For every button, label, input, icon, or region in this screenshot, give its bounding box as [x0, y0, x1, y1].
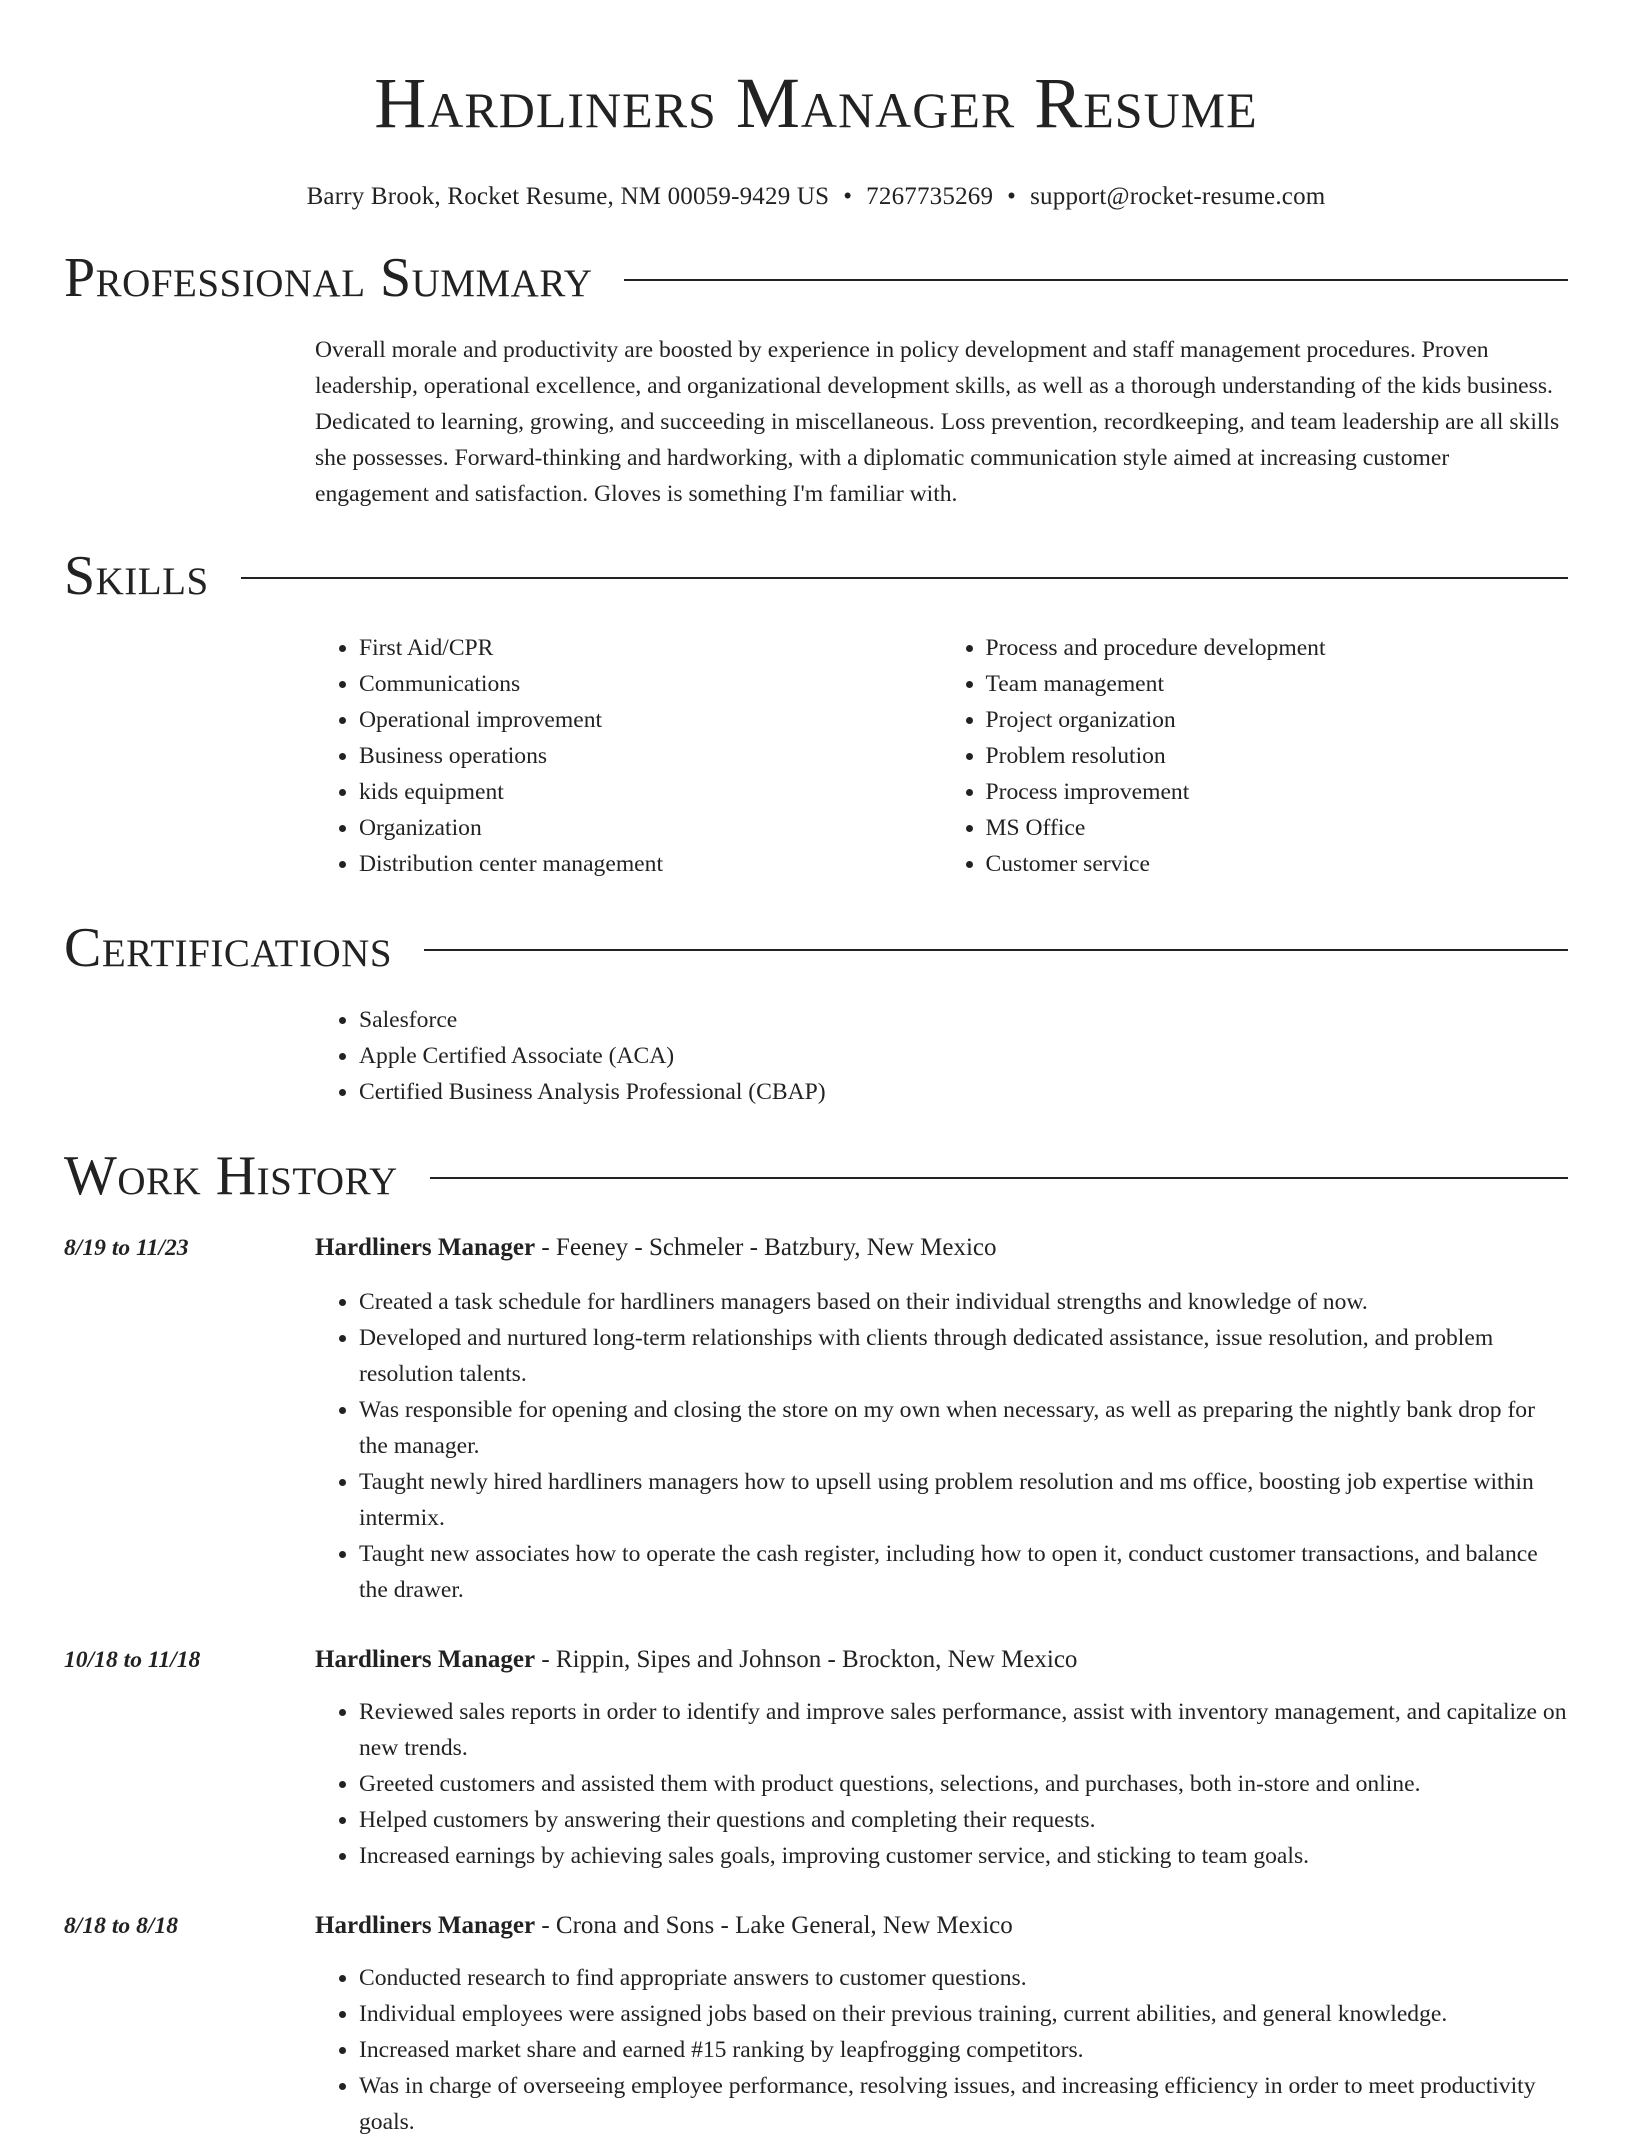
skill-item: • Communications	[359, 666, 942, 702]
job-role: Hardliners Manager	[315, 1646, 536, 1673]
certification-item: • Apple Certified Associate (ACA)	[359, 1038, 1568, 1074]
contact-address: Barry Brook, Rocket Resume, NM 00059-9429 US	[306, 183, 830, 210]
job-entry	[64, 1230, 1568, 1608]
resume-page	[64, 0, 1568, 2140]
skills-list	[315, 630, 1568, 882]
skill-item: • kids equipment	[359, 774, 942, 810]
skill-item: • Team management	[986, 666, 1569, 702]
job-bullets	[315, 1694, 1568, 1874]
section-divider	[430, 1177, 1568, 1179]
skill-item: • Operational improvement	[359, 702, 942, 738]
job-dates: 10/18 to 11/18	[64, 1647, 201, 1673]
job-role: Hardliners Manager	[315, 1234, 536, 1261]
job-bullet: • Was in charge of overseeing employee performance, resolving issues, and increasing efficiency in order to meet productivity goals.	[359, 2068, 1568, 2140]
job-title-line	[315, 1642, 1568, 1678]
contact-email: support@rocket-resume.com	[1030, 183, 1326, 210]
certification-item: • Certified Business Analysis Professional (CBAP)	[359, 1074, 1568, 1110]
job-bullet: • Developed and nurtured long-term relationships with clients through dedicated assistance, issue resolution, and problem resolution talents.	[359, 1320, 1568, 1392]
work-history-heading: Work History	[64, 1145, 398, 1207]
job-dates: 8/18 to 8/18	[64, 1913, 179, 1939]
certifications-section-header	[64, 916, 1568, 980]
contact-phone: 7267735269	[866, 183, 994, 210]
contact-separator: •	[1007, 183, 1017, 210]
skill-item: • Distribution center management	[359, 846, 942, 882]
job-employer: - Crona and Sons - Lake General, New Mexico	[535, 1912, 1013, 1939]
job-bullet: • Created a task schedule for hardliners managers based on their individual strengths and knowledge of now.	[359, 1284, 1568, 1320]
job-employer: - Rippin, Sipes and Johnson - Brockton, New Mexico	[535, 1646, 1078, 1673]
skill-item: • Organization	[359, 810, 942, 846]
skill-item: • Project organization	[986, 702, 1569, 738]
job-bullet: • Reviewed sales reports in order to identify and improve sales performance, assist with inventory management, and capitalize on new trends.	[359, 1694, 1568, 1766]
contact-separator: •	[843, 183, 853, 210]
section-divider	[624, 279, 1568, 281]
skill-item: • Process and procedure development	[986, 630, 1569, 666]
job-title-line	[315, 1230, 1568, 1266]
job-dates: 8/19 to 11/23	[64, 1235, 189, 1261]
job-bullet: • Was responsible for opening and closing the store on my own when necessary, as well as preparing the nightly bank drop for the manager.	[359, 1392, 1568, 1464]
job-bullet: • Increased earnings by achieving sales goals, improving customer service, and sticking to team goals.	[359, 1838, 1568, 1874]
job-bullets	[315, 1960, 1568, 2140]
summary-body	[315, 332, 1568, 512]
job-bullet: • Conducted research to find appropriate answers to customer questions.	[359, 1960, 1568, 1996]
job-bullet: • Individual employees were assigned jobs based on their previous training, current abilities, and general knowledge.	[359, 1996, 1568, 2032]
skills-section-header	[64, 544, 1568, 608]
job-role: Hardliners Manager	[315, 1912, 536, 1939]
skill-item: • MS Office	[986, 810, 1569, 846]
job-bullet: • Taught newly hired hardliners managers how to upsell using problem resolution and ms office, boosting job expertise within intermix.	[359, 1464, 1568, 1536]
section-divider	[424, 949, 1568, 951]
summary-heading: Professional Summary	[64, 247, 593, 309]
skill-item: • Customer service	[986, 846, 1569, 882]
section-divider	[241, 577, 1568, 579]
resume-title: Hardliners Manager Resume	[374, 63, 1258, 143]
job-entry	[64, 1642, 1568, 1874]
job-bullets	[315, 1284, 1568, 1608]
certifications-heading: Certifications	[64, 917, 393, 979]
summary-section-header	[64, 246, 1568, 310]
work-history-section-header	[64, 1144, 1568, 1208]
skill-item: • First Aid/CPR	[359, 630, 942, 666]
certifications-list	[315, 1002, 1568, 1110]
certification-item: • Salesforce	[359, 1002, 1568, 1038]
contact-line	[64, 180, 1568, 214]
skill-item: • Business operations	[359, 738, 942, 774]
job-title-line	[315, 1908, 1568, 1944]
summary-text: Overall morale and productivity are boosted by experience in policy development and staff management procedures. Proven leadership, operational excellence, and organizational development skills, as well as a thorough understanding of the kids business. Dedicated to learning, growing, and succeeding in miscellaneous. Loss prevention, recordkeeping, and team leadership are all skills she possesses. Forward-thinking and hardworking, with a diplomatic communication style aimed at increasing customer engagement and satisfaction. Gloves is something I'm familiar with.	[315, 337, 1560, 507]
job-bullet: • Helped customers by answering their questions and completing their requests.	[359, 1802, 1568, 1838]
skills-heading: Skills	[64, 545, 209, 607]
skills-column-right	[942, 630, 1569, 882]
job-bullet: • Taught new associates how to operate the cash register, including how to open it, conduct customer transactions, and balance the drawer.	[359, 1536, 1568, 1608]
job-bullet: • Increased market share and earned #15 ranking by leapfrogging competitors.	[359, 2032, 1568, 2068]
skill-item: • Process improvement	[986, 774, 1569, 810]
job-employer: - Feeney - Schmeler - Batzbury, New Mexico	[535, 1234, 997, 1261]
job-entry	[64, 1908, 1568, 2140]
job-bullet: • Greeted customers and assisted them with product questions, selections, and purchases, both in-store and online.	[359, 1766, 1568, 1802]
skills-column-left	[315, 630, 942, 882]
skill-item: • Problem resolution	[986, 738, 1569, 774]
